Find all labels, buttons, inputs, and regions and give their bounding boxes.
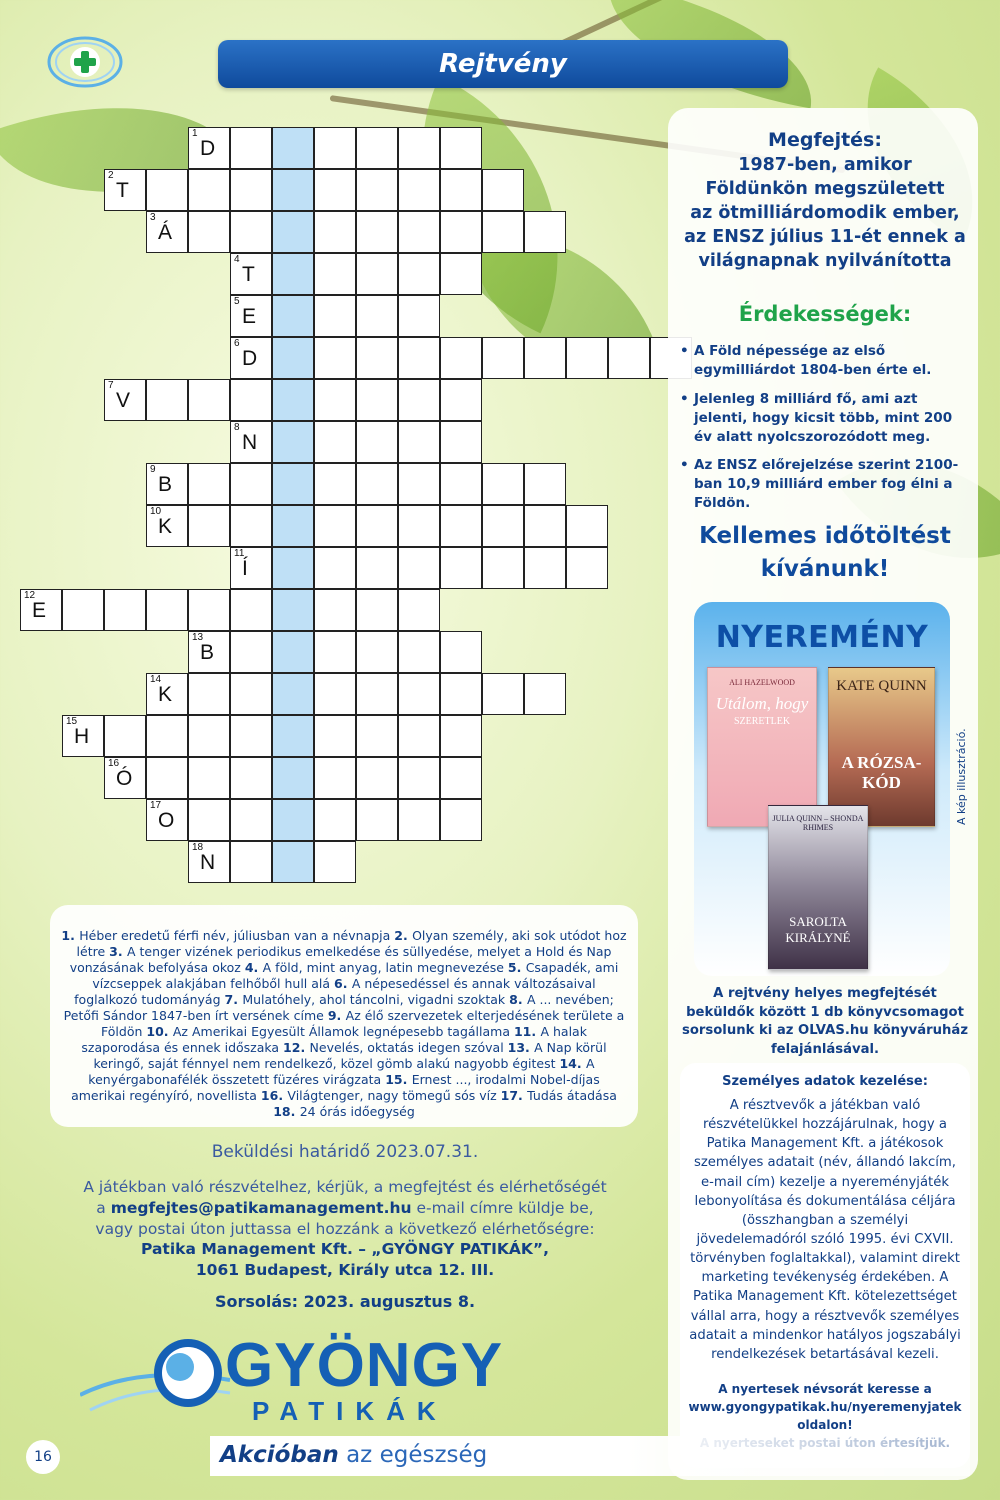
given-letter: K xyxy=(158,515,173,538)
crossword-cell[interactable] xyxy=(314,337,356,379)
solution-line: Földünkön megszületett xyxy=(705,178,945,199)
crossword-cell[interactable] xyxy=(440,631,482,673)
crossword-cell[interactable] xyxy=(398,799,440,841)
solution-line: 1987-ben, amikor xyxy=(738,155,912,175)
crossword-cell[interactable] xyxy=(314,715,356,757)
crossword-cell[interactable] xyxy=(314,379,356,421)
clue-number: 14 xyxy=(150,674,162,685)
prize-note: A rejtvény helyes megfejtését beküldők között 1 db könyvcsomagot sorsolunk ki az OLVAS.hu könyváruház felajánlásával. xyxy=(681,986,969,1058)
crossword-cell[interactable] xyxy=(188,379,230,421)
crossword-cell[interactable] xyxy=(524,673,566,715)
clue-number: 14. xyxy=(559,1056,586,1071)
given-letter: B xyxy=(158,473,173,496)
solution-cell[interactable] xyxy=(272,379,314,421)
crossword-cell[interactable] xyxy=(356,379,398,421)
solution-cell[interactable] xyxy=(272,547,314,589)
clue-number: 6. xyxy=(334,976,352,991)
book-cover-sarolta xyxy=(768,805,868,970)
crossword-cell[interactable] xyxy=(440,799,482,841)
crossword-cell[interactable] xyxy=(356,211,398,253)
crossword-cell[interactable] xyxy=(566,337,608,379)
crossword-cell[interactable] xyxy=(524,337,566,379)
crossword-cell[interactable] xyxy=(188,127,230,169)
clue-text: A föld, mint anyag, latin megnevezése xyxy=(262,960,508,975)
solution-cell[interactable] xyxy=(272,841,314,883)
given-letter: D xyxy=(242,347,258,370)
clue-number: 5 xyxy=(234,296,240,307)
crossword-cell[interactable] xyxy=(230,715,272,757)
given-letter: D xyxy=(200,137,216,160)
clue-number: 15. xyxy=(385,1072,412,1087)
clue-text: Olyan személy, aki sok utódot hoz létre xyxy=(76,928,627,959)
crossword-cell[interactable] xyxy=(314,421,356,463)
clue-number: 6 xyxy=(234,338,240,349)
crossword-cell[interactable] xyxy=(440,211,482,253)
clue-number: 3 xyxy=(150,212,156,223)
crossword-cell[interactable] xyxy=(230,673,272,715)
crossword-cell[interactable] xyxy=(230,547,272,589)
crossword-cell[interactable] xyxy=(440,547,482,589)
page-number: 16 xyxy=(26,1440,60,1474)
email-link[interactable]: megfejtes@patikamanagement.hu xyxy=(110,1199,412,1218)
crossword-cell[interactable] xyxy=(440,127,482,169)
crossword-cell[interactable] xyxy=(356,127,398,169)
crossword-cell[interactable] xyxy=(230,379,272,421)
crossword-cell[interactable] xyxy=(398,169,440,211)
crossword-cell[interactable] xyxy=(398,547,440,589)
crossword-cell[interactable] xyxy=(356,337,398,379)
clue-number: 9. xyxy=(327,1008,346,1023)
wish-line: Kellemes időtöltést xyxy=(699,523,951,549)
crossword-cell[interactable] xyxy=(356,547,398,589)
book-title: Utálom, hogy xyxy=(715,694,809,713)
clue-number: 2 xyxy=(108,170,114,181)
solution-cell[interactable] xyxy=(272,799,314,841)
crossword-cell[interactable] xyxy=(482,211,524,253)
crossword-cell[interactable] xyxy=(524,211,566,253)
crossword-cell[interactable] xyxy=(104,757,146,799)
book-cover-rozsa-kod xyxy=(828,667,935,827)
fact-item xyxy=(680,390,972,447)
clue-text: A halak szaporodása és ennek időszaka xyxy=(81,1024,587,1055)
crossword-cell[interactable] xyxy=(440,505,482,547)
crossword-cell[interactable] xyxy=(398,127,440,169)
crossword-cell[interactable] xyxy=(188,463,230,505)
crossword-cell[interactable] xyxy=(104,589,146,631)
crossword-cell[interactable] xyxy=(524,505,566,547)
crossword-cell[interactable] xyxy=(146,589,188,631)
solution-cell[interactable] xyxy=(272,505,314,547)
bullet-icon: • xyxy=(680,457,689,474)
crossword-cell[interactable] xyxy=(188,169,230,211)
crossword-cell[interactable] xyxy=(398,295,440,337)
postal-address xyxy=(40,1239,650,1281)
book-cover-utalom xyxy=(707,667,817,827)
crossword-cell[interactable] xyxy=(440,169,482,211)
solution-cell[interactable] xyxy=(272,253,314,295)
crossword-cell[interactable] xyxy=(146,799,188,841)
winners-link[interactable]: www.gyongypatikak.hu/nyeremenyjatek xyxy=(688,1400,962,1414)
draw-date: Sorsolás: 2023. augusztus 8. xyxy=(214,1292,476,1311)
crossword-cell[interactable] xyxy=(314,757,356,799)
illustration-note: A kép illusztráció. xyxy=(955,728,968,825)
crossword-cell[interactable] xyxy=(482,463,524,505)
solution-heading: Megfejtés: xyxy=(768,129,882,151)
crossword-cell[interactable] xyxy=(314,799,356,841)
address-line: 1061 Budapest, Király utca 12. III. xyxy=(195,1261,495,1280)
crossword-cell[interactable] xyxy=(398,757,440,799)
crossword-cell[interactable] xyxy=(314,631,356,673)
clue-text: Az élő szervezetek elterjedésének területe a Földön xyxy=(101,1008,625,1039)
crossword-cell[interactable] xyxy=(314,253,356,295)
crossword-cell[interactable] xyxy=(230,421,272,463)
crossword-cell[interactable] xyxy=(314,505,356,547)
clue-text: A tenger vizének periodikus emelkedése és süllyedése, melyet a Hold és Nap vonzásának befolyása okoz xyxy=(69,944,612,975)
clue-number: 5. xyxy=(507,960,526,975)
crossword-cell[interactable] xyxy=(314,211,356,253)
bullet-icon: • xyxy=(680,390,689,407)
fact-text: Az ENSZ előrejelzése szerint 2100-ban 10,9 milliárd ember fog élni a Földön. xyxy=(694,457,959,512)
crossword-cell[interactable] xyxy=(230,757,272,799)
crossword-cell[interactable] xyxy=(398,715,440,757)
clue-number: 1 xyxy=(192,128,198,139)
clue-number: 13. xyxy=(507,1040,535,1055)
crossword-cell[interactable] xyxy=(566,547,608,589)
privacy-heading: Személyes adatok kezelése: xyxy=(722,1074,928,1089)
crossword-cell[interactable] xyxy=(356,253,398,295)
crossword-cell[interactable] xyxy=(482,505,524,547)
crossword-cell[interactable] xyxy=(482,673,524,715)
given-letter: O xyxy=(158,809,175,832)
given-letter: T xyxy=(242,263,255,286)
solution-line: az ötmilliárdomodik ember, xyxy=(690,202,960,223)
clue-number: 10 xyxy=(150,506,162,517)
wish-line: kívánunk! xyxy=(760,556,890,583)
solution-cell[interactable] xyxy=(272,295,314,337)
given-letter: Ó xyxy=(116,767,133,790)
crossword-cell[interactable] xyxy=(230,211,272,253)
crossword-cell[interactable] xyxy=(146,211,188,253)
clue-text: Mulatóhely, ahol táncolni, vigadni szoktak xyxy=(242,992,510,1007)
crossword-cell[interactable] xyxy=(188,841,230,883)
crossword-cell[interactable] xyxy=(482,169,524,211)
crossword-cell[interactable] xyxy=(230,127,272,169)
solution-cell[interactable] xyxy=(272,589,314,631)
crossword-cell[interactable] xyxy=(146,379,188,421)
given-letter: V xyxy=(116,389,131,412)
crossword-cell[interactable] xyxy=(314,841,356,883)
crossword-cell[interactable] xyxy=(230,169,272,211)
given-letter: B xyxy=(200,641,215,664)
crossword-cell[interactable] xyxy=(398,337,440,379)
clue-text: Ernest ..., irodalmi Nobel-díjas amerikai regényíró, novellista xyxy=(71,1072,600,1103)
clue-list xyxy=(60,928,628,1120)
crossword-cell[interactable] xyxy=(398,211,440,253)
crossword-cell[interactable] xyxy=(440,379,482,421)
clue-number: 3. xyxy=(109,944,127,959)
given-letter: H xyxy=(74,725,90,748)
clue-number: 17. xyxy=(500,1088,528,1103)
instruction-line xyxy=(40,1198,650,1219)
instruction-text: a xyxy=(96,1199,111,1218)
crossword-cell[interactable] xyxy=(314,127,356,169)
crossword-cell[interactable] xyxy=(62,589,104,631)
footer-slogan xyxy=(220,1442,487,1468)
privacy-line: oldalon! xyxy=(797,1418,853,1432)
crossword-cell[interactable] xyxy=(314,673,356,715)
crossword-cell[interactable] xyxy=(356,799,398,841)
crossword-cell[interactable] xyxy=(356,169,398,211)
crossword-cell[interactable] xyxy=(230,505,272,547)
crossword-cell[interactable] xyxy=(20,589,62,631)
crossword-cell[interactable] xyxy=(440,421,482,463)
clue-number: 2. xyxy=(394,928,413,943)
crossword-cell[interactable] xyxy=(356,673,398,715)
crossword-cell[interactable] xyxy=(440,673,482,715)
page-title: Rejtvény xyxy=(218,40,788,88)
prize-title: NYEREMÉNY xyxy=(715,620,929,655)
crossword-cell[interactable] xyxy=(482,337,524,379)
clue-text: A népesedéssel és annak változásaival foglalkozó tudományág xyxy=(74,976,596,1007)
crossword-cell[interactable] xyxy=(398,673,440,715)
address-line: Patika Management Kft. – „GYÖNGY PATIKÁK”, xyxy=(141,1240,549,1258)
crossword-cell[interactable] xyxy=(356,421,398,463)
crossword-cell[interactable] xyxy=(314,547,356,589)
crossword-cell[interactable] xyxy=(146,505,188,547)
wish-text xyxy=(680,520,970,587)
crossword-cell[interactable] xyxy=(188,505,230,547)
crossword-cell[interactable] xyxy=(104,379,146,421)
clue-text: A ... nevében; Petőfi Sándor 1847-ben írt versének címe xyxy=(63,992,614,1023)
instruction-line: vagy postai úton juttassa el hozzánk a következő elérhetőségre: xyxy=(95,1220,595,1238)
clue-text: 24 órás időegység xyxy=(299,1104,415,1119)
book-title: SAROLTA KIRÁLYNÉ xyxy=(785,914,851,945)
crossword-cell[interactable] xyxy=(230,463,272,505)
clue-number: 13 xyxy=(192,632,204,643)
crossword-cell[interactable] xyxy=(398,253,440,295)
clue-text: A Nap körül keringő, saját fénnyel nem rendelkező, közel gömb alakú nagyobb égitest xyxy=(93,1040,607,1071)
solution-cell[interactable] xyxy=(272,715,314,757)
crossword-cell[interactable] xyxy=(188,757,230,799)
crossword-cell[interactable] xyxy=(608,337,650,379)
solution-cell[interactable] xyxy=(272,169,314,211)
crossword-cell[interactable] xyxy=(566,505,608,547)
clue-number: 15 xyxy=(66,716,78,727)
given-letter: N xyxy=(200,851,216,874)
crossword-cell[interactable] xyxy=(314,169,356,211)
clue-number: 16 xyxy=(108,758,120,769)
crossword-cell[interactable] xyxy=(230,841,272,883)
crossword-cell[interactable] xyxy=(188,715,230,757)
crossword-cell[interactable] xyxy=(146,757,188,799)
clue-text: A kenyérgabonafélék összetett füzéres virágzata xyxy=(88,1056,595,1087)
crossword-cell[interactable] xyxy=(146,673,188,715)
book-title: A RÓZSA-KÓD xyxy=(841,753,922,792)
crossword-cell[interactable] xyxy=(188,211,230,253)
clue-text: Tudás átadása xyxy=(527,1088,617,1103)
crossword-cell[interactable] xyxy=(314,463,356,505)
clue-number: 7 xyxy=(108,380,114,391)
crossword-cell[interactable] xyxy=(440,715,482,757)
clue-number: 16. xyxy=(260,1088,288,1103)
crossword-cell[interactable] xyxy=(398,463,440,505)
clue-number: 1. xyxy=(61,928,80,943)
solution-line: világnapnak nyilvánította xyxy=(698,250,952,271)
facts-heading: Érdekességek: xyxy=(738,302,912,326)
fact-text: Jelenleg 8 milliárd fő, ami azt jelenti, hogy kicsit több, mint 200 év alatt nyolcszorozódott meg. xyxy=(694,390,953,445)
clue-number: 11. xyxy=(513,1024,541,1039)
clue-number: 8 xyxy=(234,422,240,433)
fact-item xyxy=(680,342,972,380)
crossword-cell[interactable] xyxy=(356,463,398,505)
clue-text: Csapadék, ami vízcseppek alakjában felhőből hull alá xyxy=(92,960,619,991)
brand-subtitle: PATIKÁK xyxy=(252,1396,448,1426)
solution-cell[interactable] xyxy=(272,463,314,505)
crossword-cell[interactable] xyxy=(356,757,398,799)
crossword-cell[interactable] xyxy=(230,295,272,337)
solution-cell[interactable] xyxy=(272,421,314,463)
crossword-cell[interactable] xyxy=(524,463,566,505)
clue-number: 12 xyxy=(24,590,36,601)
book-title: SZERETLEK xyxy=(733,716,791,727)
crossword-cell[interactable] xyxy=(146,715,188,757)
clue-number: 4 xyxy=(234,254,240,265)
clue-number: 11 xyxy=(234,548,245,559)
instructions xyxy=(40,1177,650,1219)
solution-cell[interactable] xyxy=(272,673,314,715)
crossword-cell[interactable] xyxy=(146,169,188,211)
privacy-line: A nyertesek névsorát keresse a xyxy=(718,1382,932,1396)
crossword-cell[interactable] xyxy=(356,631,398,673)
crossword-cell[interactable] xyxy=(356,295,398,337)
solution-cell[interactable] xyxy=(272,757,314,799)
deadline: Beküldési határidő 2023.07.31. xyxy=(211,1142,479,1162)
crossword-cell[interactable] xyxy=(230,337,272,379)
clue-number: 18 xyxy=(192,842,204,853)
crossword-cell[interactable] xyxy=(314,295,356,337)
clue-number: 10. xyxy=(146,1024,173,1039)
crossword-cell[interactable] xyxy=(398,589,440,631)
crossword-cell[interactable] xyxy=(440,757,482,799)
clue-number: 17 xyxy=(150,800,162,811)
crossword-cell[interactable] xyxy=(356,589,398,631)
given-letter: T xyxy=(116,179,129,202)
given-letter: Á xyxy=(158,221,173,244)
crossword-cell[interactable] xyxy=(524,547,566,589)
crossword-cell[interactable] xyxy=(356,715,398,757)
crossword-cell[interactable] xyxy=(314,589,356,631)
clue-number: 7. xyxy=(224,992,243,1007)
clue-text: Héber eredetű férfi név, júliusban van a névnapja xyxy=(79,928,395,943)
brand-name: GYÖNGY xyxy=(225,1331,504,1400)
crossword-cell[interactable] xyxy=(104,715,146,757)
clue-number: 4. xyxy=(244,960,263,975)
clue-text: Nevelés, oktatás idegen szóval xyxy=(309,1040,508,1055)
crossword-cell[interactable] xyxy=(188,631,230,673)
clue-number: 9 xyxy=(150,464,156,475)
solution-cell[interactable] xyxy=(272,337,314,379)
book-author: KATE QUINN xyxy=(836,678,927,694)
solution-cell[interactable] xyxy=(272,211,314,253)
crossword-cell[interactable] xyxy=(188,589,230,631)
clue-number: 18. xyxy=(273,1104,300,1119)
crossword-cell[interactable] xyxy=(146,463,188,505)
crossword-cell[interactable] xyxy=(188,799,230,841)
instruction-text: e-mail címre küldje be, xyxy=(411,1199,594,1218)
solution-line: az ENSZ július 11-ét ennek a xyxy=(684,226,966,247)
crossword-cell[interactable] xyxy=(398,379,440,421)
facts-list xyxy=(680,342,972,523)
crossword-cell[interactable] xyxy=(398,631,440,673)
crossword-cell[interactable] xyxy=(230,589,272,631)
crossword-cell[interactable] xyxy=(440,463,482,505)
fact-text: A Föld népessége az első egymilliárdot 1804-ben érte el. xyxy=(694,343,932,378)
crossword-cell[interactable] xyxy=(230,253,272,295)
crossword-cell[interactable] xyxy=(356,505,398,547)
plus-badge-icon xyxy=(46,36,124,88)
solution-cell[interactable] xyxy=(272,631,314,673)
crossword-cell[interactable] xyxy=(230,631,272,673)
clue-text: Világtenger, nagy tömegű sós víz xyxy=(287,1088,501,1103)
crossword-cell[interactable] xyxy=(398,421,440,463)
solution-cell[interactable] xyxy=(272,127,314,169)
crossword-cell[interactable] xyxy=(398,505,440,547)
crossword-cell[interactable] xyxy=(440,337,482,379)
given-letter: E xyxy=(32,599,47,622)
instruction-line: A játékban való részvételhez, kérjük, a megfejtést és elérhetőségét xyxy=(83,1178,607,1196)
crossword-cell[interactable] xyxy=(104,169,146,211)
crossword-cell[interactable] xyxy=(482,547,524,589)
clue-number: 8. xyxy=(509,992,527,1007)
given-letter: E xyxy=(242,305,257,328)
clue-text: Az Amerikai Egyesült Államok legnépesebb tagállama xyxy=(172,1024,514,1039)
privacy-text: A résztvevők a játékban való részvételükkel hozzájárulnak, hogy a Patika Management Kft. a játékosok személyes adatait (név, állandó lakcím, e-mail cím) kezelje a nyereményjáték lebonyolítása és dokumentálása céljára (összhangban a személyi jövedelemadóról szóló 1995. évi CXVII. törvényben foglaltakkal), valamint direkt marketing tevékenység érdekében. A Patika Management Kft. kötelezettséget vállal arra, hogy a résztvevők személyes adatait a mindenkor hatályos jogszabályi rendelkezések betartásával kezeli. xyxy=(689,1098,961,1362)
given-letter: Í xyxy=(242,557,248,580)
slogan-rest: az egészség xyxy=(338,1442,488,1468)
crossword-cell[interactable] xyxy=(440,253,482,295)
fact-item xyxy=(680,456,972,513)
book-author: JULIA QUINN – SHONDA RHIMES xyxy=(772,814,864,832)
bullet-icon: • xyxy=(680,343,689,359)
solution-text xyxy=(680,154,970,274)
slogan-bold: Akcióban xyxy=(220,1442,339,1468)
crossword-cell[interactable] xyxy=(62,715,104,757)
clue-number: 12. xyxy=(283,1040,310,1055)
crossword-cell[interactable] xyxy=(188,673,230,715)
given-letter: K xyxy=(158,683,173,706)
crossword-cell[interactable] xyxy=(230,799,272,841)
given-letter: N xyxy=(242,431,258,454)
book-author: ALI HAZELWOOD xyxy=(729,678,795,687)
